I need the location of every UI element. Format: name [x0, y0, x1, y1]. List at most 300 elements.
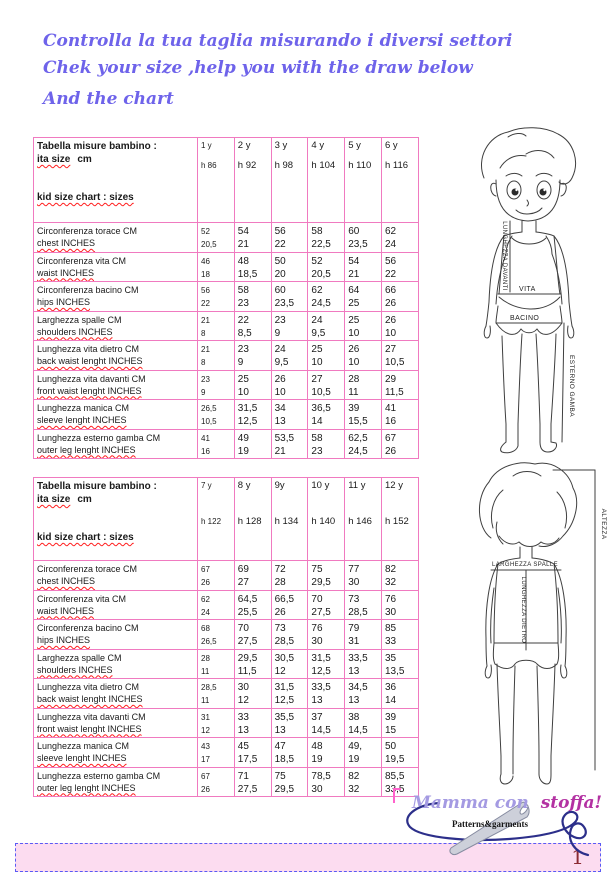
size-cm-value: 33: [237, 711, 249, 723]
size-cell: [271, 252, 308, 282]
measure-label-en: hips INCHES: [37, 297, 91, 307]
size-cell: [234, 708, 271, 738]
size-cm-value: 30: [237, 682, 249, 693]
size-cell: [308, 738, 345, 768]
size-inch-value: 27,5: [311, 606, 331, 618]
size-cell: [198, 620, 235, 650]
size-inch-value: 29,5: [274, 783, 295, 795]
size-cell: [198, 767, 235, 797]
size-inch-value: 25: [348, 298, 360, 309]
size-cm-value: 41: [201, 433, 210, 443]
measure-label-it: Larghezza spalle CM: [37, 314, 122, 325]
size-cell: [308, 679, 345, 709]
measure-label-en: chest INCHES: [37, 238, 96, 248]
size-cell: [381, 429, 418, 459]
size-cell: [234, 561, 271, 591]
column-age: 3 y: [274, 140, 288, 151]
size-cell: [381, 590, 418, 620]
size-cm-value: 70: [237, 623, 249, 634]
size-cm-value: 26: [384, 314, 397, 326]
size-cell: [381, 561, 418, 591]
size-inch-value: 29,5: [311, 577, 331, 588]
size-cell: [381, 370, 418, 400]
measure-row-label: [34, 590, 198, 620]
measure-row-label: [34, 649, 198, 679]
size-cell: [308, 429, 345, 459]
back-figure-illustration: [453, 458, 610, 803]
measure-row-label: [34, 767, 198, 797]
column-age: 12 y: [384, 480, 403, 491]
size-column-header: [381, 138, 418, 223]
size-cm-value: 64: [348, 285, 360, 296]
size-inch-value: 19: [237, 445, 249, 457]
size-cm-value: 56: [201, 286, 210, 295]
size-cm-value: 82: [348, 770, 360, 782]
front-figure-illustration: [456, 124, 610, 466]
size-cell: [271, 767, 308, 797]
size-inch-value: 27,5: [237, 783, 258, 795]
measure-row-label: [34, 223, 198, 253]
size-cell: [308, 767, 345, 797]
size-cm-value: 49: [237, 432, 249, 444]
size-cm-value: 85: [384, 623, 397, 634]
table-row: [34, 311, 419, 341]
size-cell: [345, 223, 382, 253]
size-cell: [308, 223, 345, 253]
size-cell: [198, 429, 235, 459]
size-cell: [271, 429, 308, 459]
size-cm-value: 21: [201, 315, 210, 325]
table-row: [34, 561, 419, 591]
size-column-header: [271, 138, 308, 223]
size-inch-value: 9,5: [274, 357, 289, 368]
size-inch-value: 15,5: [348, 416, 368, 427]
table-title: Tabella misure bambino :: [37, 141, 157, 152]
column-height: h 146: [348, 516, 372, 527]
size-inch-value: 22,5: [311, 239, 331, 250]
size-inch-value: 11,5: [384, 386, 404, 398]
size-cell: [308, 590, 345, 620]
table-row: [34, 223, 419, 253]
size-inch-value: 8: [201, 328, 206, 338]
size-inch-value: 16: [384, 416, 397, 427]
table-row: [34, 400, 419, 430]
size-cm-value: 47: [274, 741, 286, 752]
size-inch-value: 19,5: [384, 754, 405, 765]
size-cm-value: 36,5: [311, 403, 331, 414]
size-inch-value: 10: [384, 327, 397, 339]
size-cm-value: 28: [201, 653, 210, 663]
size-cm-value: 76: [311, 623, 323, 634]
back-height-label: ALTEZZA: [600, 508, 607, 540]
size-inch-value: 10: [348, 357, 360, 368]
size-cell: [381, 400, 418, 430]
measure-label-en: shoulders INCHES: [37, 664, 113, 675]
size-cm-value: 33,5: [311, 682, 331, 693]
size-cell: [271, 400, 308, 430]
column-height: h 122: [201, 517, 222, 526]
size-cm-value: 39: [348, 403, 360, 414]
measure-label-it: Circonferenza bacino CM: [37, 623, 139, 633]
size-cm-value: 67: [201, 771, 210, 781]
measure-label-it: Lunghezza manica CM: [37, 741, 130, 751]
measure-label-en: chest INCHES: [37, 576, 96, 586]
size-inch-value: 12,5: [237, 416, 258, 427]
size-cell: [271, 679, 308, 709]
size-cm-value: 69: [237, 564, 249, 575]
size-cm-value: 50: [274, 255, 286, 267]
size-inch-value: 14,5: [348, 724, 368, 736]
table-corner-header: [34, 478, 198, 561]
size-inch-value: 22: [384, 268, 397, 280]
measure-label-it: Circonferenza bacino CM: [37, 285, 139, 295]
size-inch-value: 23: [237, 298, 249, 309]
size-inch-value: 12,5: [311, 665, 331, 677]
measure-label-it: Circonferenza torace CM: [37, 564, 138, 574]
size-cell: [271, 223, 308, 253]
size-cm-value: 60: [274, 285, 286, 296]
size-cm-value: 29,5: [237, 652, 258, 664]
size-cell: [234, 282, 271, 312]
measure-row-label: [34, 679, 198, 709]
size-inch-value: 13: [274, 416, 286, 427]
size-cell: [271, 282, 308, 312]
size-inch-value: 15: [384, 724, 397, 736]
size-cell: [381, 679, 418, 709]
size-cm-value: 46: [201, 256, 210, 266]
size-inch-value: 10,5: [311, 386, 331, 398]
size-cm-value: 54: [348, 255, 360, 267]
measure-label-it: Lunghezza esterno gamba CM: [37, 770, 161, 781]
size-cm-value: 62: [311, 285, 323, 296]
measure-label-it: Lunghezza vita davanti CM: [37, 711, 146, 722]
table-row: [34, 738, 419, 768]
table-subtitle-unit: cm: [77, 494, 92, 505]
size-cm-value: 31,5: [274, 682, 295, 693]
size-cm-value: 79: [348, 623, 360, 634]
kid-size-table-2-container: [33, 477, 419, 797]
size-column-header: [308, 138, 345, 223]
size-cell: [198, 400, 235, 430]
size-inch-value: 32: [384, 577, 397, 588]
column-age: 7 y: [201, 481, 212, 490]
logo-name-light: Mamma con: [412, 793, 529, 813]
front-outer-leg-label: ESTERNO GAMBA: [568, 355, 575, 417]
size-column-header: [345, 138, 382, 223]
size-cell: [308, 341, 345, 371]
size-cm-value: 45: [237, 741, 249, 752]
size-cm-value: 31: [201, 712, 210, 722]
size-cm-value: 72: [274, 564, 286, 575]
size-inch-value: 13: [237, 724, 249, 736]
table-footer-line: kid size chart : sizes: [37, 532, 134, 543]
measure-label-en: sleeve lenght INCHES: [37, 415, 127, 425]
size-cell: [271, 341, 308, 371]
size-cell: [381, 282, 418, 312]
size-cell: [381, 620, 418, 650]
size-cm-value: 76: [384, 593, 397, 605]
measure-row-label: [34, 429, 198, 459]
size-cell: [198, 590, 235, 620]
size-cell: [381, 311, 418, 341]
measure-label-en: sleeve lenght INCHES: [37, 753, 127, 763]
size-inch-value: 9,5: [311, 327, 326, 339]
size-cm-value: 43: [201, 742, 210, 751]
size-inch-value: 11: [201, 696, 210, 705]
logo-tagline: Patterns&garments: [452, 819, 528, 829]
size-inch-value: 28: [274, 577, 286, 588]
size-cell: [198, 282, 235, 312]
size-cm-value: 30,5: [274, 652, 295, 664]
measure-label-en: front waist lenght INCHES: [37, 385, 142, 396]
size-cm-value: 25: [311, 344, 323, 355]
size-cell: [345, 282, 382, 312]
size-inch-value: 23: [311, 445, 323, 457]
size-inch-value: 26,5: [201, 637, 217, 646]
size-inch-value: 9: [237, 357, 244, 368]
size-inch-value: 31: [348, 636, 360, 647]
size-cm-value: 25: [348, 314, 360, 326]
size-inch-value: 30: [348, 577, 360, 588]
size-cm-value: 82: [384, 564, 397, 575]
size-cm-value: 23: [201, 374, 210, 384]
size-inch-value: 22: [274, 239, 286, 250]
size-inch-value: 26: [384, 298, 397, 309]
size-cell: [345, 679, 382, 709]
size-cell: [381, 708, 418, 738]
size-cm-value: 28: [348, 373, 360, 385]
column-age: 6 y: [384, 140, 398, 151]
measure-row-label: [34, 311, 198, 341]
size-cm-value: 53,5: [274, 432, 295, 444]
size-cm-value: 56: [274, 226, 286, 237]
size-inch-value: 30: [311, 783, 323, 795]
column-height: h 86: [201, 161, 217, 170]
size-cm-value: 75: [274, 770, 286, 782]
size-cell: [345, 400, 382, 430]
size-cm-value: 66,5: [274, 593, 295, 605]
size-inch-value: 24,5: [311, 298, 331, 309]
column-height: h 104: [311, 160, 336, 171]
table-corner-header: [34, 138, 198, 223]
size-inch-value: 10: [237, 386, 249, 398]
measure-row-label: [34, 620, 198, 650]
size-cm-value: 67: [201, 565, 210, 574]
measure-row-label: [34, 561, 198, 591]
size-cell: [234, 590, 271, 620]
size-cell: [271, 708, 308, 738]
size-cm-value: 21: [201, 345, 210, 354]
size-inch-value: 27,5: [237, 636, 258, 647]
size-inch-value: 33,5: [384, 783, 405, 795]
size-cm-value: 22: [237, 314, 249, 326]
size-inch-value: 28,5: [348, 606, 368, 618]
size-cm-value: 29: [384, 373, 397, 385]
size-inch-value: 13: [348, 665, 360, 677]
size-cm-value: 67: [384, 432, 397, 444]
size-cm-value: 48: [237, 255, 249, 267]
size-cell: [381, 223, 418, 253]
size-inch-value: 14: [384, 695, 397, 706]
back-length-label: LUNGHEZZA DIETRO: [520, 576, 526, 644]
size-cm-value: 73: [348, 593, 360, 605]
size-inch-value: 27: [237, 577, 249, 588]
measure-label-it: Lunghezza esterno gamba CM: [37, 432, 161, 443]
column-height: h 92: [237, 160, 257, 171]
size-cm-value: 31,5: [311, 652, 331, 664]
back-figure-body: [479, 463, 576, 784]
size-inch-value: 10: [348, 327, 360, 339]
size-cm-value: 34,5: [348, 682, 368, 693]
measure-label-it: Larghezza spalle CM: [37, 652, 122, 663]
size-cm-value: 36: [384, 682, 397, 693]
measure-label-it: Circonferenza torace CM: [37, 226, 138, 236]
size-cm-value: 50: [384, 741, 397, 752]
size-cm-value: 33,5: [348, 652, 368, 664]
size-inch-value: 11,5: [237, 665, 257, 677]
size-cm-value: 62,5: [348, 432, 368, 444]
table-footer-line: kid size chart : sizes: [37, 192, 134, 203]
size-cm-value: 23: [237, 344, 249, 355]
measure-label-en: back waist lenght INCHES: [37, 356, 143, 366]
size-cell: [345, 341, 382, 371]
size-cell: [234, 370, 271, 400]
size-cell: [308, 561, 345, 591]
size-cell: [381, 738, 418, 768]
size-inch-value: 20: [274, 268, 286, 280]
size-inch-value: 12: [201, 725, 210, 735]
column-height: h 116: [384, 160, 409, 171]
size-inch-value: 23,5: [274, 298, 295, 309]
size-cm-value: 62: [384, 226, 397, 237]
size-cell: [198, 341, 235, 371]
size-cell: [234, 311, 271, 341]
size-cm-value: 52: [201, 227, 210, 236]
column-age: 11 y: [348, 480, 366, 491]
table-subtitle-ita: ita size: [37, 154, 71, 165]
size-inch-value: 10,5: [201, 417, 217, 426]
column-age: 1 y: [201, 141, 212, 150]
measure-label-it: Circonferenza vita CM: [37, 255, 127, 266]
size-cell: [234, 341, 271, 371]
size-inch-value: 12,5: [274, 695, 295, 706]
column-age: 4 y: [311, 140, 325, 151]
size-cm-value: 26,5: [201, 404, 217, 413]
size-cell: [271, 561, 308, 591]
size-cm-value: 58: [237, 285, 249, 296]
size-inch-value: 9: [274, 327, 281, 339]
size-inch-value: 24: [384, 239, 397, 250]
table-row: [34, 708, 419, 738]
front-length-label: LUNGHEZZA DAVANTI: [501, 221, 507, 291]
size-cell: [345, 561, 382, 591]
size-cell: [198, 370, 235, 400]
size-inch-value: 28,5: [274, 636, 295, 647]
size-cell: [271, 311, 308, 341]
size-cell: [345, 311, 382, 341]
size-cell: [234, 252, 271, 282]
size-inch-value: 24: [201, 607, 210, 617]
measure-label-en: front waist lenght INCHES: [37, 723, 142, 734]
measure-label-it: Lunghezza vita dietro CM: [37, 682, 140, 692]
size-cell: [345, 252, 382, 282]
table-subtitle: [37, 153, 197, 166]
size-cm-value: 62: [201, 594, 210, 604]
table-row: [34, 679, 419, 709]
size-inch-value: 17: [201, 755, 210, 764]
size-cell: [345, 370, 382, 400]
size-cell: [345, 708, 382, 738]
table-subtitle: [37, 493, 197, 506]
size-cm-value: 54: [237, 226, 249, 237]
size-cm-value: 27: [311, 373, 323, 385]
size-inch-value: 25,5: [237, 606, 258, 618]
size-cell: [308, 252, 345, 282]
column-age: 10 y: [311, 480, 330, 491]
size-cm-value: 66: [384, 285, 397, 296]
size-cm-value: 49,: [348, 741, 363, 752]
size-cm-value: 52: [311, 255, 323, 267]
measure-row-label: [34, 370, 198, 400]
size-cell: [271, 620, 308, 650]
table-row: [34, 370, 419, 400]
size-cell: [345, 767, 382, 797]
size-cm-value: 39: [384, 711, 397, 723]
size-cm-value: 58: [311, 226, 323, 237]
size-cell: [234, 649, 271, 679]
size-column-header: [381, 478, 418, 561]
size-cm-value: 85,5: [384, 770, 405, 782]
size-inch-value: 8: [201, 358, 206, 367]
measure-label-it: Lunghezza vita dietro CM: [37, 344, 140, 354]
column-height: h 128: [237, 516, 262, 527]
size-cm-value: 24: [274, 344, 286, 355]
size-inch-value: 24,5: [348, 445, 368, 457]
size-cell: [234, 679, 271, 709]
size-inch-value: 18: [201, 269, 210, 279]
size-inch-value: 26: [384, 445, 397, 457]
size-cell: [234, 738, 271, 768]
size-inch-value: 8,5: [237, 327, 252, 339]
measure-label-en: waist INCHES: [37, 267, 95, 278]
size-cell: [198, 708, 235, 738]
column-height: h 152: [384, 516, 409, 527]
size-inch-value: 13: [348, 695, 360, 706]
size-cm-value: 56: [384, 255, 397, 267]
title-line-2: Chek your size ,help you with the draw below: [43, 58, 473, 78]
logo-name-accent: stoffa!: [540, 793, 603, 813]
table-row: [34, 429, 419, 459]
table-row: [34, 767, 419, 797]
size-cell: [345, 649, 382, 679]
size-inch-value: 10,5: [384, 357, 405, 368]
size-inch-value: 30: [384, 606, 397, 618]
size-cm-value: 35,5: [274, 711, 295, 723]
measure-row-label: [34, 282, 198, 312]
table-row: [34, 282, 419, 312]
size-cell: [308, 282, 345, 312]
size-cm-value: 77: [348, 564, 360, 575]
size-inch-value: 26: [201, 578, 210, 587]
size-inch-value: 23,5: [348, 239, 368, 250]
size-column-header: [271, 478, 308, 561]
size-cell: [381, 341, 418, 371]
size-inch-value: 9: [201, 387, 206, 397]
size-cm-value: 26: [348, 344, 360, 355]
size-inch-value: 22: [201, 299, 210, 308]
front-hips-label: BACINO: [510, 315, 540, 322]
size-inch-value: 17,5: [237, 754, 258, 765]
